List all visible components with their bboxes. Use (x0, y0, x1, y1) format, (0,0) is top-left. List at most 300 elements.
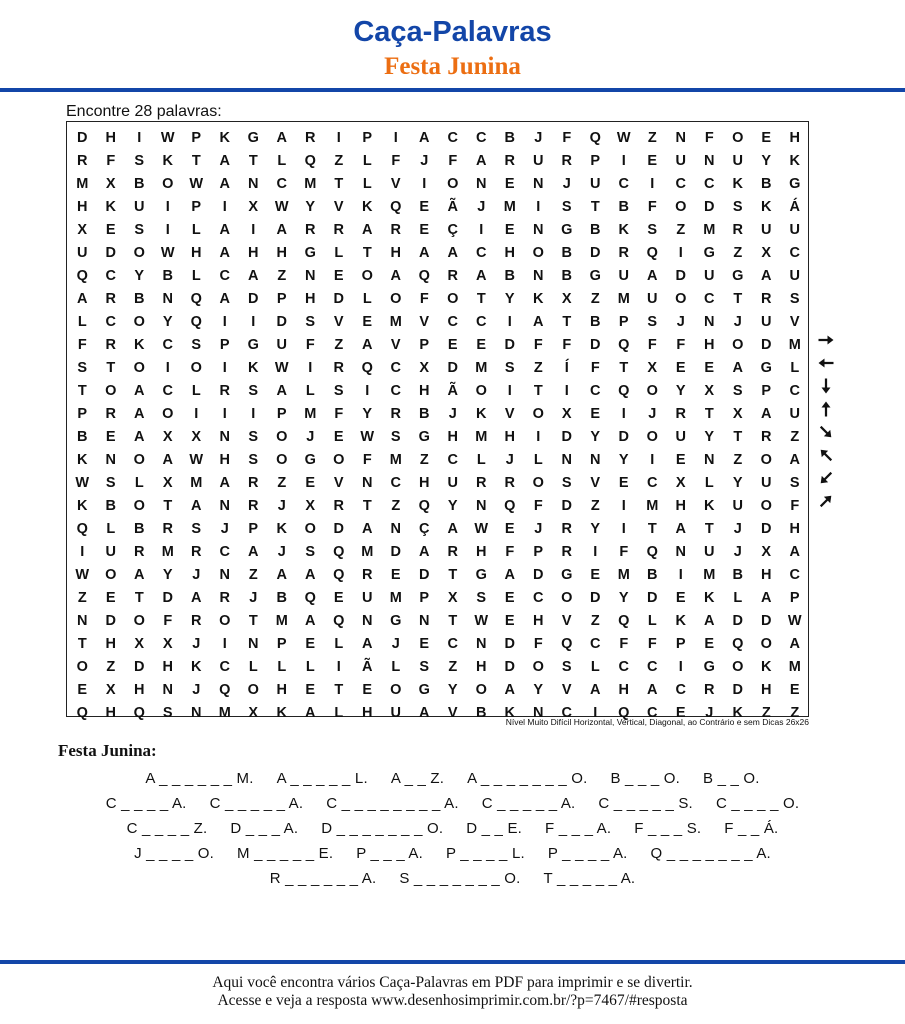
grid-cell[interactable]: A (675, 520, 686, 537)
grid-cell[interactable]: E (362, 313, 373, 330)
grid-cell[interactable]: O (333, 451, 345, 468)
grid-cell[interactable]: S (77, 359, 88, 376)
grid-cell[interactable]: D (590, 336, 601, 353)
grid-cell[interactable]: A (390, 267, 401, 284)
grid-cell[interactable]: H (789, 129, 800, 146)
grid-cell[interactable]: M (161, 543, 174, 560)
grid-cell[interactable]: R (504, 152, 515, 169)
grid-cell[interactable]: D (704, 198, 715, 215)
grid-cell[interactable]: R (561, 520, 572, 537)
grid-cell[interactable]: W (160, 129, 175, 146)
grid-cell[interactable]: R (219, 589, 230, 606)
grid-cell[interactable]: D (333, 520, 344, 537)
grid-cell[interactable]: Z (106, 658, 116, 675)
grid-cell[interactable]: T (248, 152, 258, 169)
grid-cell[interactable]: C (276, 175, 287, 192)
grid-cell[interactable]: S (789, 290, 800, 307)
grid-cell[interactable]: Y (305, 198, 316, 215)
grid-cell[interactable]: A (789, 543, 800, 560)
grid-cell[interactable]: P (618, 313, 629, 330)
grid-cell[interactable]: E (618, 474, 629, 491)
grid-cell[interactable]: F (505, 543, 515, 560)
grid-cell[interactable]: C (647, 704, 658, 721)
grid-cell[interactable]: Q (76, 267, 88, 284)
grid-cell[interactable]: H (704, 336, 715, 353)
grid-cell[interactable]: O (675, 290, 687, 307)
grid-cell[interactable]: C (789, 244, 800, 261)
grid-cell[interactable]: D (590, 244, 601, 261)
grid-cell[interactable]: O (133, 313, 145, 330)
grid-cell[interactable]: R (219, 382, 230, 399)
grid-cell[interactable]: L (362, 290, 372, 307)
grid-cell[interactable]: L (733, 589, 743, 606)
grid-cell[interactable]: C (447, 635, 458, 652)
grid-cell[interactable]: U (390, 704, 401, 721)
grid-cell[interactable]: O (532, 658, 544, 675)
grid-cell[interactable]: G (561, 221, 573, 238)
grid-cell[interactable]: Q (618, 612, 630, 629)
grid-cell[interactable]: I (222, 405, 227, 422)
grid-cell[interactable]: A (134, 428, 145, 445)
grid-cell[interactable]: C (219, 267, 230, 284)
grid-cell[interactable]: N (191, 704, 202, 721)
grid-cell[interactable]: H (419, 474, 430, 491)
grid-cell[interactable]: N (77, 612, 88, 629)
grid-cell[interactable]: A (447, 244, 458, 261)
grid-cell[interactable]: A (219, 244, 230, 261)
grid-cell[interactable]: A (134, 382, 145, 399)
grid-cell[interactable]: E (590, 566, 601, 583)
grid-cell[interactable]: K (219, 129, 230, 146)
grid-cell[interactable]: O (532, 405, 544, 422)
grid-cell[interactable]: O (133, 497, 145, 514)
grid-cell[interactable]: L (191, 267, 201, 284)
grid-cell[interactable]: W (474, 520, 489, 537)
grid-cell[interactable]: H (191, 244, 202, 261)
grid-cell[interactable]: F (647, 635, 657, 652)
grid-cell[interactable]: Q (646, 244, 658, 261)
grid-cell[interactable]: N (248, 175, 259, 192)
grid-cell[interactable]: T (362, 244, 372, 261)
grid-cell[interactable]: O (276, 428, 288, 445)
grid-cell[interactable]: F (790, 497, 800, 514)
grid-cell[interactable]: I (165, 198, 170, 215)
grid-cell[interactable]: N (362, 612, 373, 629)
grid-cell[interactable]: C (447, 129, 458, 146)
grid-cell[interactable]: G (561, 566, 573, 583)
grid-cell[interactable]: K (134, 336, 145, 353)
grid-cell[interactable]: D (105, 244, 116, 261)
grid-cell[interactable]: R (704, 681, 715, 698)
grid-cell[interactable]: U (761, 221, 772, 238)
grid-cell[interactable]: Ã (362, 658, 373, 675)
grid-cell[interactable]: O (475, 382, 487, 399)
grid-cell[interactable]: O (105, 382, 117, 399)
grid-cell[interactable]: H (533, 612, 544, 629)
grid-cell[interactable]: Z (277, 267, 287, 284)
grid-cell[interactable]: A (761, 589, 772, 606)
grid-cell[interactable]: O (162, 175, 174, 192)
grid-cell[interactable]: Z (248, 566, 258, 583)
grid-cell[interactable]: C (789, 382, 800, 399)
grid-cell[interactable]: S (561, 198, 572, 215)
grid-cell[interactable]: Z (334, 336, 344, 353)
grid-cell[interactable]: M (703, 566, 716, 583)
grid-cell[interactable]: T (704, 405, 714, 422)
grid-cell[interactable]: C (561, 704, 572, 721)
grid-cell[interactable]: T (619, 359, 629, 376)
grid-cell[interactable]: R (761, 290, 772, 307)
grid-cell[interactable]: U (789, 405, 800, 422)
grid-cell[interactable]: M (617, 566, 630, 583)
grid-cell[interactable]: I (650, 451, 655, 468)
grid-cell[interactable]: F (562, 336, 572, 353)
grid-cell[interactable]: P (419, 589, 430, 606)
grid-cell[interactable]: J (733, 543, 742, 560)
grid-cell[interactable]: O (646, 428, 658, 445)
grid-cell[interactable]: C (390, 359, 401, 376)
grid-cell[interactable]: T (704, 520, 714, 537)
grid-cell[interactable]: K (77, 497, 88, 514)
grid-cell[interactable]: H (105, 635, 116, 652)
grid-cell[interactable]: Z (761, 704, 771, 721)
grid-cell[interactable]: T (733, 428, 743, 445)
grid-cell[interactable]: E (675, 704, 686, 721)
grid-cell[interactable]: T (476, 290, 486, 307)
grid-cell[interactable]: K (362, 198, 373, 215)
grid-cell[interactable]: R (504, 474, 515, 491)
grid-cell[interactable]: W (75, 474, 90, 491)
grid-cell[interactable]: R (305, 221, 316, 238)
grid-cell[interactable]: W (474, 612, 489, 629)
grid-cell[interactable]: L (362, 175, 372, 192)
grid-cell[interactable]: A (447, 520, 458, 537)
grid-cell[interactable]: H (504, 244, 515, 261)
grid-cell[interactable]: D (561, 428, 572, 445)
grid-cell[interactable]: E (419, 198, 430, 215)
grid-cell[interactable]: F (334, 405, 344, 422)
grid-cell[interactable]: H (105, 704, 116, 721)
grid-cell[interactable]: Y (533, 681, 544, 698)
grid-cell[interactable]: K (276, 704, 287, 721)
grid-cell[interactable]: O (162, 405, 174, 422)
grid-cell[interactable]: A (419, 704, 430, 721)
grid-cell[interactable]: L (362, 152, 372, 169)
grid-cell[interactable]: U (134, 198, 145, 215)
grid-cell[interactable]: C (105, 267, 116, 284)
grid-cell[interactable]: O (532, 244, 544, 261)
grid-cell[interactable]: B (618, 198, 629, 215)
grid-cell[interactable]: L (305, 658, 315, 675)
grid-cell[interactable]: Y (162, 313, 173, 330)
grid-cell[interactable]: A (191, 497, 202, 514)
grid-cell[interactable]: Z (590, 612, 600, 629)
grid-cell[interactable]: A (219, 290, 230, 307)
grid-cell[interactable]: K (618, 221, 629, 238)
grid-cell[interactable]: X (761, 543, 772, 560)
grid-cell[interactable]: E (675, 589, 686, 606)
grid-cell[interactable]: C (476, 129, 487, 146)
grid-cell[interactable]: J (733, 520, 742, 537)
grid-cell[interactable]: R (618, 244, 629, 261)
grid-cell[interactable]: P (276, 290, 287, 307)
grid-cell[interactable]: E (789, 681, 800, 698)
grid-cell[interactable]: L (305, 382, 315, 399)
grid-cell[interactable]: K (276, 520, 287, 537)
grid-cell[interactable]: U (447, 474, 458, 491)
grid-cell[interactable]: E (305, 681, 316, 698)
grid-cell[interactable]: Y (134, 267, 145, 284)
grid-cell[interactable]: E (333, 589, 344, 606)
grid-cell[interactable]: H (419, 382, 430, 399)
grid-cell[interactable]: I (251, 313, 256, 330)
grid-cell[interactable]: G (418, 681, 430, 698)
grid-cell[interactable]: U (647, 290, 658, 307)
grid-cell[interactable]: A (276, 566, 287, 583)
grid-cell[interactable]: B (77, 428, 88, 445)
grid-cell[interactable]: A (476, 267, 487, 284)
grid-cell[interactable]: A (362, 635, 373, 652)
grid-cell[interactable]: O (105, 566, 117, 583)
grid-cell[interactable]: A (647, 267, 658, 284)
grid-cell[interactable]: K (533, 290, 544, 307)
grid-cell[interactable]: L (277, 658, 287, 675)
grid-cell[interactable]: G (703, 244, 715, 261)
grid-cell[interactable]: J (648, 405, 657, 422)
grid-cell[interactable]: C (704, 290, 715, 307)
grid-cell[interactable]: E (419, 635, 430, 652)
grid-cell[interactable]: B (761, 175, 772, 192)
grid-cell[interactable]: Q (418, 497, 430, 514)
grid-cell[interactable]: B (419, 405, 430, 422)
grid-cell[interactable]: Z (733, 244, 743, 261)
grid-cell[interactable]: R (447, 267, 458, 284)
grid-cell[interactable]: R (732, 221, 743, 238)
grid-cell[interactable]: D (732, 681, 743, 698)
grid-cell[interactable]: E (504, 175, 515, 192)
grid-cell[interactable]: C (647, 474, 658, 491)
grid-cell[interactable]: M (617, 290, 630, 307)
grid-cell[interactable]: R (134, 543, 145, 560)
grid-cell[interactable]: Q (418, 267, 430, 284)
grid-cell[interactable]: P (590, 152, 601, 169)
grid-cell[interactable]: D (248, 290, 259, 307)
grid-cell[interactable]: W (75, 566, 90, 583)
grid-cell[interactable]: F (562, 129, 572, 146)
grid-cell[interactable]: F (77, 336, 87, 353)
grid-cell[interactable]: R (333, 359, 344, 376)
grid-cell[interactable]: Z (790, 428, 800, 445)
grid-cell[interactable]: Q (304, 152, 316, 169)
grid-cell[interactable]: L (248, 658, 258, 675)
grid-cell[interactable]: G (703, 658, 715, 675)
grid-cell[interactable]: H (276, 681, 287, 698)
grid-cell[interactable]: W (360, 428, 375, 445)
grid-cell[interactable]: X (419, 359, 430, 376)
grid-cell[interactable]: T (77, 635, 87, 652)
grid-cell[interactable]: E (447, 336, 458, 353)
grid-cell[interactable]: I (678, 244, 683, 261)
grid-cell[interactable]: H (134, 681, 145, 698)
grid-cell[interactable]: M (703, 221, 716, 238)
grid-cell[interactable]: Z (790, 704, 800, 721)
grid-cell[interactable]: S (248, 451, 259, 468)
grid-cell[interactable]: W (160, 244, 175, 261)
grid-cell[interactable]: B (504, 267, 515, 284)
grid-cell[interactable]: I (336, 658, 341, 675)
grid-cell[interactable]: N (248, 635, 259, 652)
grid-cell[interactable]: Q (190, 313, 202, 330)
grid-cell[interactable]: E (390, 566, 401, 583)
grid-cell[interactable]: O (390, 681, 402, 698)
grid-cell[interactable]: U (704, 543, 715, 560)
grid-cell[interactable]: L (590, 658, 600, 675)
grid-cell[interactable]: F (647, 198, 657, 215)
grid-cell[interactable]: E (647, 152, 658, 169)
grid-cell[interactable]: P (191, 198, 202, 215)
grid-cell[interactable]: A (647, 681, 658, 698)
grid-cell[interactable]: H (447, 428, 458, 445)
grid-cell[interactable]: I (222, 359, 227, 376)
grid-cell[interactable]: I (137, 129, 142, 146)
grid-cell[interactable]: J (448, 405, 457, 422)
grid-cell[interactable]: R (333, 221, 344, 238)
grid-cell[interactable]: S (191, 520, 202, 537)
grid-cell[interactable]: C (219, 543, 230, 560)
grid-cell[interactable]: H (618, 681, 629, 698)
grid-cell[interactable]: Q (618, 382, 630, 399)
grid-cell[interactable]: X (248, 198, 259, 215)
grid-cell[interactable]: F (106, 152, 116, 169)
grid-cell[interactable]: E (105, 428, 116, 445)
grid-cell[interactable]: H (504, 428, 515, 445)
grid-cell[interactable]: Q (333, 543, 345, 560)
grid-cell[interactable]: R (333, 497, 344, 514)
grid-cell[interactable]: Y (447, 681, 458, 698)
grid-cell[interactable]: C (105, 313, 116, 330)
grid-cell[interactable]: O (447, 175, 459, 192)
grid-cell[interactable]: R (162, 520, 173, 537)
grid-cell[interactable]: G (304, 244, 316, 261)
grid-cell[interactable]: H (476, 658, 487, 675)
grid-cell[interactable]: M (503, 198, 516, 215)
grid-cell[interactable]: D (533, 566, 544, 583)
grid-cell[interactable]: Z (391, 497, 401, 514)
grid-cell[interactable]: V (447, 704, 458, 721)
grid-cell[interactable]: F (619, 635, 629, 652)
grid-cell[interactable]: D (561, 497, 572, 514)
grid-cell[interactable]: R (191, 612, 202, 629)
grid-cell[interactable]: I (536, 198, 541, 215)
grid-cell[interactable]: C (618, 175, 629, 192)
grid-cell[interactable]: I (222, 635, 227, 652)
grid-cell[interactable]: S (134, 221, 145, 238)
grid-cell[interactable]: O (760, 497, 772, 514)
grid-cell[interactable]: N (561, 451, 572, 468)
grid-cell[interactable]: N (476, 635, 487, 652)
grid-cell[interactable]: A (362, 520, 373, 537)
grid-cell[interactable]: G (247, 336, 259, 353)
grid-cell[interactable]: P (789, 589, 800, 606)
grid-cell[interactable]: B (476, 704, 487, 721)
grid-cell[interactable]: D (732, 612, 743, 629)
grid-cell[interactable]: I (678, 658, 683, 675)
grid-cell[interactable]: F (590, 359, 600, 376)
grid-cell[interactable]: U (590, 175, 601, 192)
grid-cell[interactable]: Q (618, 704, 630, 721)
grid-cell[interactable]: Z (590, 497, 600, 514)
grid-cell[interactable]: G (589, 267, 601, 284)
grid-cell[interactable]: A (789, 451, 800, 468)
grid-cell[interactable]: C (675, 681, 686, 698)
grid-cell[interactable]: U (704, 267, 715, 284)
grid-cell[interactable]: N (419, 612, 430, 629)
grid-cell[interactable]: C (618, 658, 629, 675)
grid-cell[interactable]: E (675, 451, 686, 468)
grid-cell[interactable]: V (561, 612, 572, 629)
grid-cell[interactable]: E (362, 681, 373, 698)
grid-cell[interactable]: A (305, 566, 316, 583)
grid-cell[interactable]: S (162, 704, 173, 721)
grid-cell[interactable]: Z (733, 451, 743, 468)
grid-cell[interactable]: E (761, 129, 772, 146)
grid-cell[interactable]: T (590, 198, 600, 215)
grid-cell[interactable]: Y (704, 428, 715, 445)
grid-cell[interactable]: O (276, 451, 288, 468)
grid-cell[interactable]: I (251, 405, 256, 422)
grid-cell[interactable]: P (248, 520, 259, 537)
grid-cell[interactable]: X (162, 635, 173, 652)
grid-cell[interactable]: P (533, 543, 544, 560)
grid-cell[interactable]: X (305, 497, 316, 514)
grid-cell[interactable]: A (134, 405, 145, 422)
grid-cell[interactable]: B (105, 497, 116, 514)
grid-cell[interactable]: N (533, 175, 544, 192)
grid-cell[interactable]: N (219, 497, 230, 514)
grid-cell[interactable]: R (105, 336, 116, 353)
grid-cell[interactable]: I (621, 152, 626, 169)
grid-cell[interactable]: D (618, 428, 629, 445)
grid-cell[interactable]: X (447, 589, 458, 606)
grid-cell[interactable]: H (105, 129, 116, 146)
grid-cell[interactable]: Y (732, 474, 743, 491)
grid-cell[interactable]: U (276, 336, 287, 353)
grid-cell[interactable]: A (77, 290, 88, 307)
grid-cell[interactable]: I (222, 313, 227, 330)
grid-cell[interactable]: M (304, 175, 317, 192)
grid-cell[interactable]: D (105, 612, 116, 629)
grid-cell[interactable]: F (533, 635, 543, 652)
grid-cell[interactable]: B (590, 313, 601, 330)
grid-cell[interactable]: W (616, 129, 631, 146)
grid-cell[interactable]: N (362, 474, 373, 491)
grid-cell[interactable]: S (105, 474, 116, 491)
grid-cell[interactable]: F (448, 152, 458, 169)
grid-cell[interactable]: V (333, 313, 344, 330)
grid-cell[interactable]: B (561, 267, 572, 284)
grid-cell[interactable]: I (165, 221, 170, 238)
grid-cell[interactable]: R (675, 405, 686, 422)
grid-cell[interactable]: T (448, 566, 458, 583)
grid-cell[interactable]: F (419, 290, 429, 307)
grid-cell[interactable]: Ç (447, 221, 458, 238)
grid-cell[interactable]: L (790, 359, 800, 376)
grid-cell[interactable]: N (533, 221, 544, 238)
grid-cell[interactable]: J (220, 520, 229, 537)
grid-cell[interactable]: E (305, 635, 316, 652)
grid-cell[interactable]: H (789, 520, 800, 537)
grid-cell[interactable]: Ç (419, 520, 430, 537)
